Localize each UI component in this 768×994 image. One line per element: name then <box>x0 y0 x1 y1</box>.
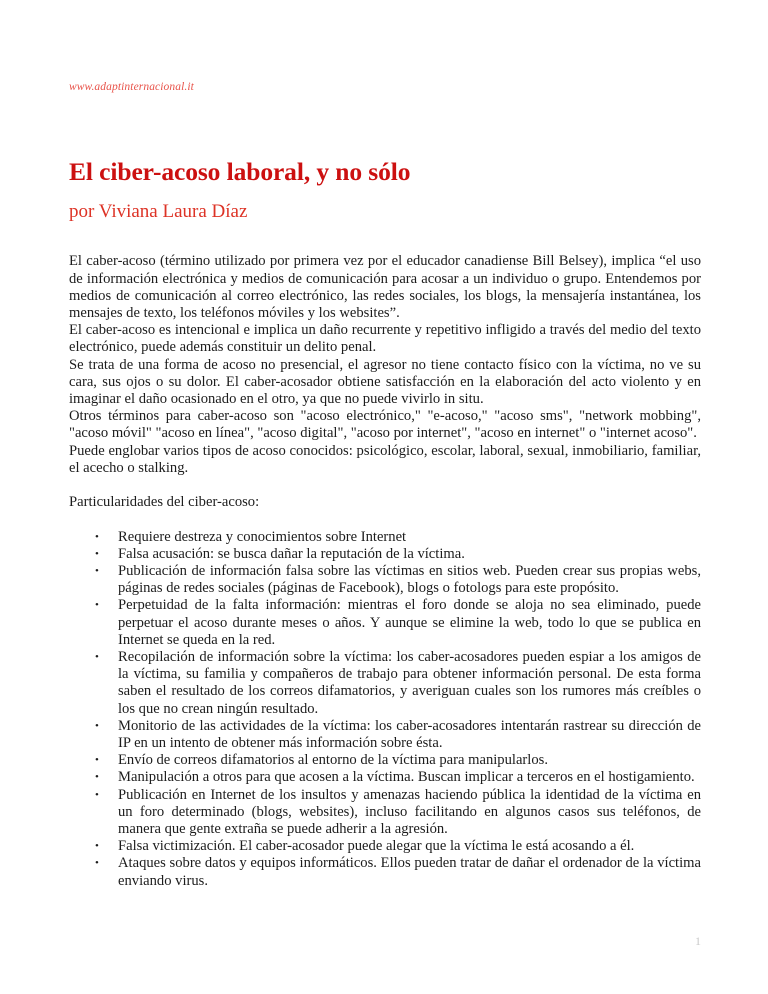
list-item: • Recopilación de información sobre la víctima: los caber-acosadores pueden espiar a los amigos de la víctima, su familia y compañeros de trabajo para obtener información personal. De esta forma saben el resultado de los correos difamatorios, y averiguan cuales son los rumores más creíbles o los que no crean ningún resultado. <box>69 649 701 718</box>
author-byline: por Viviana Laura Díaz <box>69 200 248 222</box>
list-item: • Publicación de información falsa sobre las víctimas en sitios web. Pueden crear sus propias webs, páginas de redes sociales (páginas de Facebook), blogs o fotologs para este propósito. <box>69 563 701 597</box>
paragraph-spacer <box>69 477 701 494</box>
paragraph: Otros términos para caber-acoso son "acoso electrónico," "e-acoso," "acoso sms", "network mobbing", "acoso móvil" "acoso en línea", "acoso digital", "acoso por internet", "acoso en internet" o "internet acoso". <box>69 408 701 442</box>
list-item: • Perpetuidad de la falta información: mientras el foro donde se aloja no sea eliminado, puede perpetuar el acoso durante meses o años. Y aunque se elimine la web, todo lo que se publica en Internet se queda en la red. <box>69 597 701 649</box>
list-item: • Envío de correos difamatorios al entorno de la víctima para manipularlos. <box>69 752 701 769</box>
paragraph: El caber-acoso (término utilizado por primera vez por el educador canadiense Bill Belsey), implica “el uso de información electrónica y medios de comunicación para acosar a un individuo o grupo. Entendemos por medios de comunicación al correo electrónico, las redes sociales, los blogs, la mensajería instantánea, los mensajes de texto, los teléfonos móviles y los websites”. <box>69 253 701 321</box>
page-number: 1 <box>695 934 701 948</box>
paragraph: El caber-acoso es intencional e implica un daño recurrente y repetitivo infligido a través del medio del texto electrónico, puede además constituir un delito penal. <box>69 322 701 356</box>
list-item: • Publicación en Internet de los insultos y amenazas haciendo pública la identidad de la víctima en un foro determinado (blogs, websites), incluso facilitando en algunos casos sus teléfonos, de manera que gente extraña se puede adherir a la agresión. <box>69 787 701 839</box>
list-lead-in: Particularidades del ciber-acoso: <box>69 494 260 511</box>
list-item: • Falsa victimización. El caber-acosador puede alegar que la víctima le está acosando a él. <box>69 838 701 855</box>
list-item: • Requiere destreza y conocimientos sobre Internet <box>69 529 701 546</box>
list-spacer <box>69 511 701 528</box>
document-content <box>69 158 701 890</box>
list-item: • Ataques sobre datos y equipos informáticos. Ellos pueden tratar de dañar el ordenador de la víctima enviando virus. <box>69 855 701 889</box>
list-item: • Monitorio de las actividades de la víctima: los caber-acosadores intentarán rastrear su dirección de IP en un intento de obtener más información sobre ésta. <box>69 718 701 752</box>
paragraph: Se trata de una forma de acoso no presencial, el agresor no tiene contacto físico con la víctima, no ve su cara, sus ojos o su dolor. El caber-acosador obtiene satisfacción en la elaboración del acto violento y en imaginar el daño ocasionado en el otro, ya que no puede vivirlo in situ. <box>69 356 701 408</box>
particularities-list <box>69 529 701 890</box>
paragraph: Puede englobar varios tipos de acoso conocidos: psicológico, escolar, laboral, sexual, inmobiliario, familiar, el acecho o stalking. <box>69 442 701 476</box>
list-item: • Falsa acusación: se busca dañar la reputación de la víctima. <box>69 546 701 563</box>
site-url-header: www.adaptinternacional.it <box>69 81 194 93</box>
page-title: El ciber-acoso laboral, y no sólo <box>69 157 411 186</box>
list-item: • Manipulación a otros para que acosen a la víctima. Buscan implicar a terceros en el hostigamiento. <box>69 769 701 786</box>
body-text-block <box>69 253 701 889</box>
